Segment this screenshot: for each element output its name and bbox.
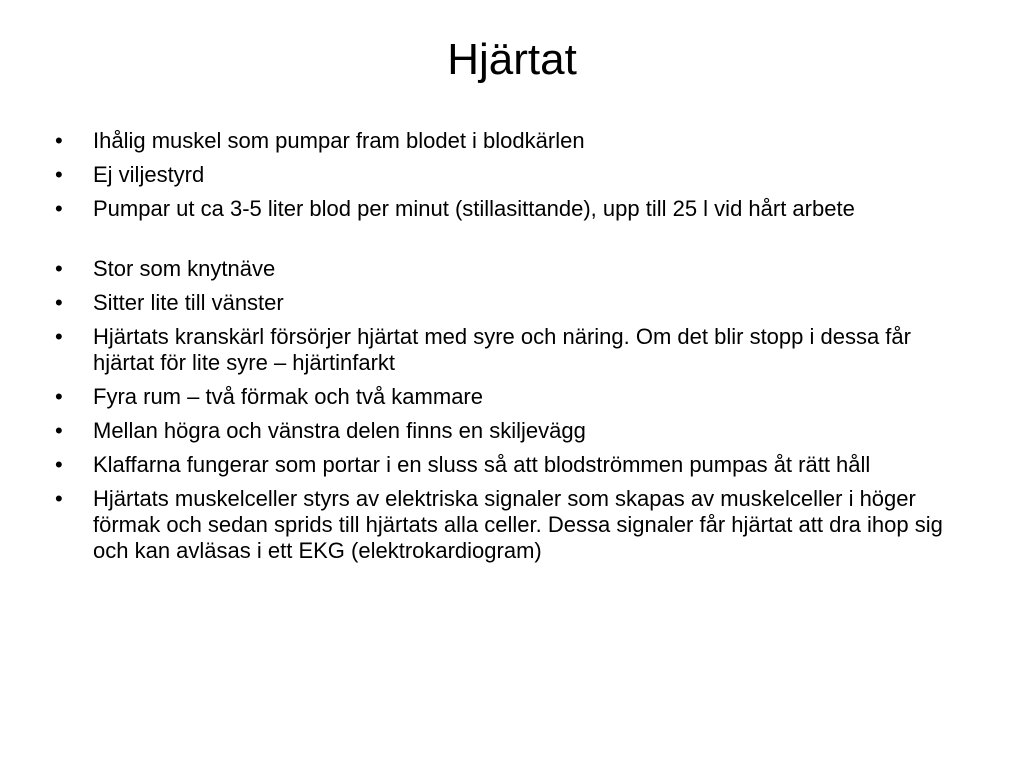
- bullet-text: Pumpar ut ca 3-5 liter blod per minut (stillasittande), upp till 25 l vid hårt arbete: [93, 196, 855, 221]
- bullet-item: [51, 128, 976, 154]
- bullet-icon: •: [55, 196, 63, 221]
- bullet-icon: •: [55, 418, 63, 443]
- bullet-text: Stor som knytnäve: [93, 256, 276, 281]
- bullet-text: Hjärtats muskelceller styrs av elektriska signaler som skapas av muskelceller i höger förmak och sedan sprids till hjärtats alla celler. Dessa signaler får hjärtat att dra ihop sig och kan avläsas i ett EKG (elektrokardiogram): [93, 486, 943, 563]
- bullet-item: [51, 384, 976, 410]
- bullet-icon: •: [55, 128, 63, 153]
- bullet-text: Klaffarna fungerar som portar i en sluss så att blodströmmen pumpas åt rätt håll: [93, 452, 871, 477]
- bullet-item: [51, 418, 976, 444]
- bullet-item: [51, 452, 976, 478]
- bullet-icon: •: [55, 486, 63, 511]
- bullet-item: [51, 162, 976, 188]
- bullet-text: Ihålig muskel som pumpar fram blodet i blodkärlen: [93, 128, 585, 153]
- bullet-item: [51, 290, 976, 316]
- bullet-item: [51, 256, 976, 282]
- bullet-item: [51, 486, 976, 564]
- slide-title: Hjärtat: [447, 35, 577, 84]
- bullet-icon: •: [55, 452, 63, 477]
- bullet-icon: •: [55, 384, 63, 409]
- bullet-icon: •: [55, 162, 63, 187]
- bullet-text: Fyra rum – två förmak och två kammare: [93, 384, 483, 409]
- bullet-text: Hjärtats kranskärl försörjer hjärtat med syre och näring. Om det blir stopp i dessa får hjärtat för lite syre – hjärtinfarkt: [93, 324, 911, 375]
- bullet-item: [51, 324, 976, 376]
- bullet-text: Sitter lite till vänster: [93, 290, 284, 315]
- bullet-icon: •: [55, 256, 63, 281]
- bullet-item: [51, 196, 976, 222]
- bullet-text: Mellan högra och vänstra delen finns en skiljevägg: [93, 418, 586, 443]
- bullet-icon: •: [55, 290, 63, 315]
- bullet-text: Ej viljestyrd: [93, 162, 205, 187]
- bullet-icon: •: [55, 324, 63, 349]
- bullet-list: [51, 128, 976, 572]
